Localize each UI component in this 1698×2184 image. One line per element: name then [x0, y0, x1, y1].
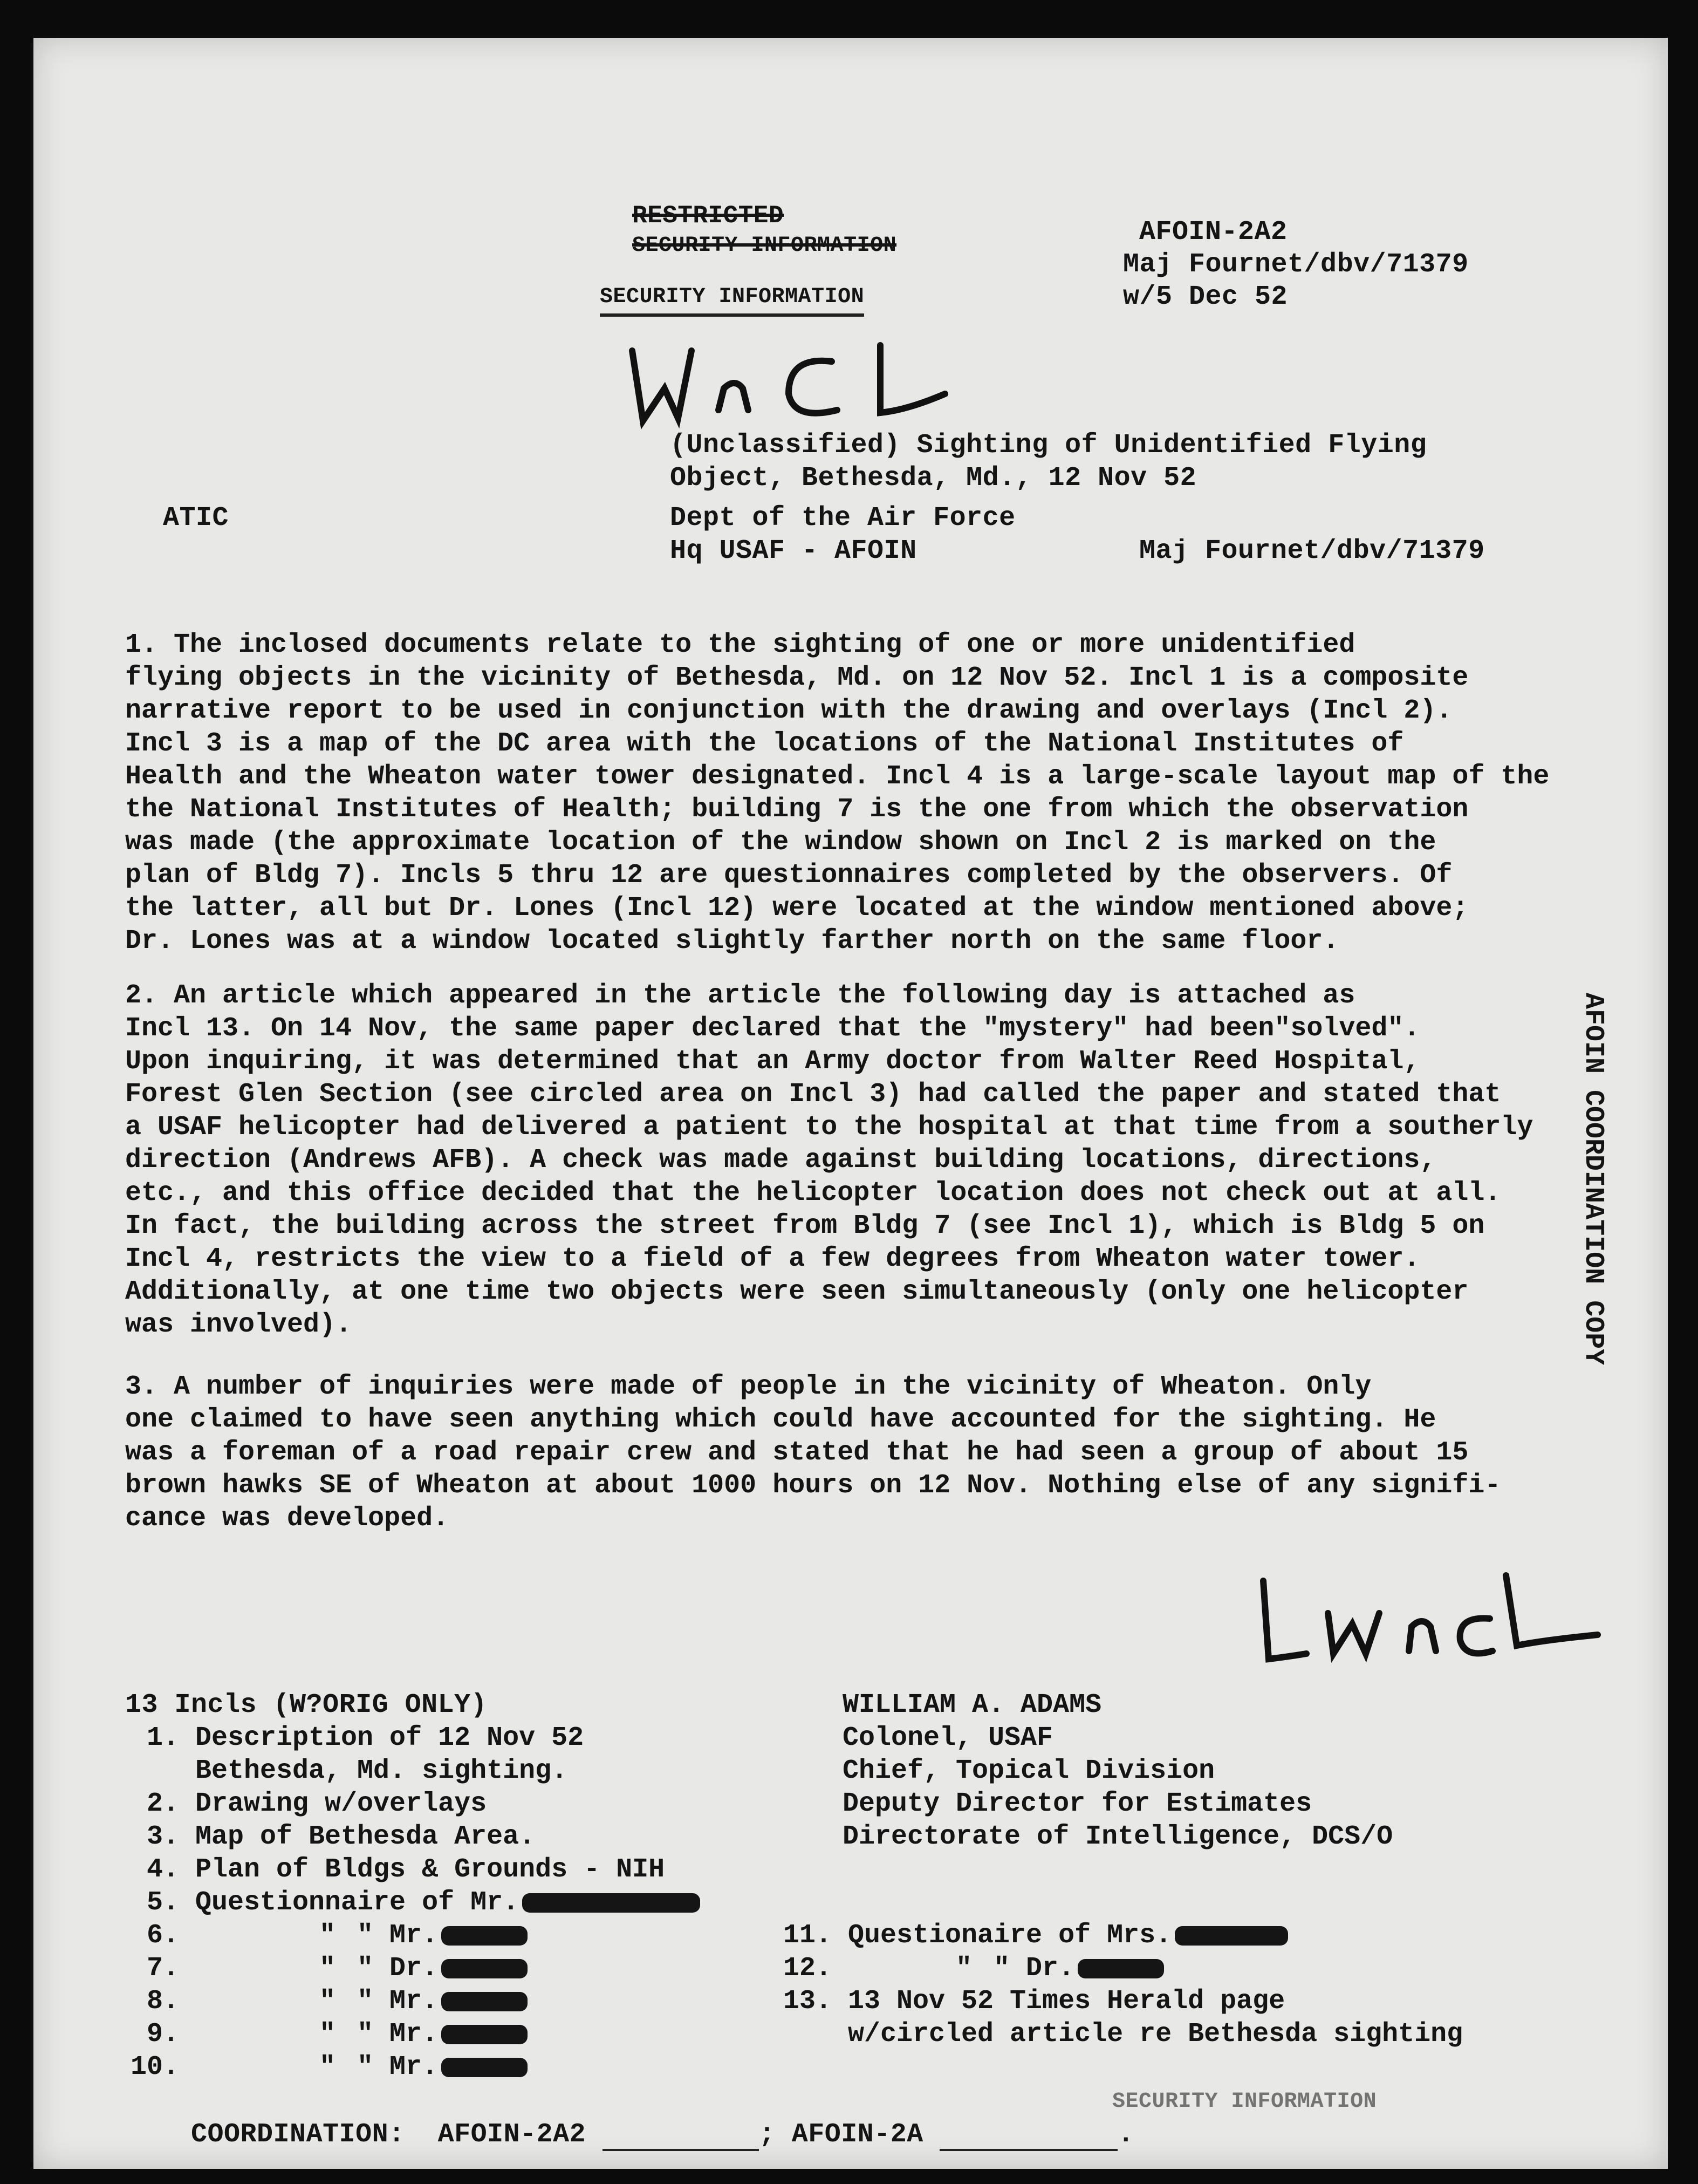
inclosure-item: Bethesda, Md. sighting. [195, 1756, 568, 1786]
redaction-bar [441, 2025, 528, 2044]
subject-line-1: (Unclassified) Sighting of Unidentified Flying [670, 430, 1427, 461]
coordination-line: COORDINATION: AFOIN-2A2 ; AFOIN-2A . [191, 2119, 1134, 2150]
inclosure-list [125, 1722, 700, 2084]
coordination-office-2: AFOIN-2A [791, 2119, 923, 2150]
redaction-bar [1078, 1959, 1164, 1978]
signer-rank: Colonel, USAF [843, 1723, 1053, 1753]
routing-author: Maj Fournet/dbv/71379 [1139, 536, 1485, 567]
inclosure-item: 7. " " Dr. [125, 1952, 700, 1985]
to-atic: ATIC [163, 503, 229, 534]
handwritten-uncl-signature [1252, 1565, 1608, 1673]
inclosure-item: 13. 13 Nov 52 Times Herald page [783, 1986, 1285, 2017]
from-line-2: Hq USAF - AFOIN [670, 536, 917, 567]
inclosure-item: 8. " " Mr. [125, 1985, 700, 2018]
redaction-bar [441, 2058, 528, 2077]
inclosure-list-right [778, 1919, 1463, 2051]
coordination-copy-stamp: AFOIN COORDINATION COPY [1578, 993, 1608, 1366]
inclosure-item: 4. Plan of Bldgs & Grounds - NIH [146, 1854, 665, 1885]
coordination-blank-1 [602, 2125, 759, 2151]
date-line: w/5 Dec 52 [1123, 282, 1288, 312]
redaction-bar [441, 1926, 528, 1946]
redaction-bar [1175, 1926, 1288, 1946]
memo-page [33, 38, 1668, 2169]
inclosure-item: 6. " " Mr. [125, 1919, 700, 1952]
footer-security-faint: SECURITY INFORMATION [1112, 2090, 1377, 2114]
signer-title-3: Directorate of Intelligence, DCS/O [843, 1821, 1393, 1852]
redaction-bar [441, 1992, 528, 2011]
inclosure-item: 3. Map of Bethesda Area. [146, 1821, 536, 1852]
struck-security: SECURITY INFORMATION [632, 234, 897, 258]
signer-title-2: Deputy Director for Estimates [843, 1789, 1312, 1819]
coordination-office-1: AFOIN-2A2 [437, 2119, 586, 2150]
inclosure-item: 11. Questionaire of Mrs. [778, 1919, 1463, 1952]
inclosure-item: 9. " " Mr. [125, 2018, 700, 2051]
inclosure-item: 5. Questionnaire of Mr. [125, 1886, 700, 1919]
paragraph-2: 2. An article which appeared in the article the following day is attached as Incl 13. On 14 Nov, the same paper declared that the "mystery" had been"solved". Upon inquiring, it was determined that an Army doctor from Walter Reed Hospital, Forest Glen Section (see circled area on Incl 3) had called the paper and stated that a USAF helicopter had delivered a patient to the hospital at that time from a southerly direction (Andrews AFB). A check was made against building locations, directions, etc., and this office decided that the helicopter location does not check out at all. In fact, the building across the street from Bldg 7 (see Incl 1), which is Bldg 5 on Incl 4, restricts the view to a field of a few degrees from Wheaton water tower. Additionally, at one time two objects were seen simultaneously (only one helicopter was involved). [125, 980, 1533, 1340]
inclosure-item: 1. Description of 12 Nov 52 [146, 1723, 584, 1753]
coordination-label: COORDINATION: [191, 2119, 405, 2150]
paragraph-1: 1. The inclosed documents relate to the sighting of one or more unidentified flying objects in the vicinity of Bethesda, Md. on 12 Nov 52. Incl 1 is a composite narrative report to be used in conjunction with the drawing and overlays (Incl 2). Incl 3 is a map of the DC area with the locations of the National Institutes of Health and the Wheaton water tower designated. Incl 4 is a large-scale layout map of the the National Institutes of Health; building 7 is the one from which the observation was made (the approximate location of the window shown on Incl 2 is marked on the plan of Bldg 7). Incls 5 thru 12 are questionnaires completed by the observers. Of the latter, all but Dr. Lones (Incl 12) were located at the window mentioned above; Dr. Lones was at a window located slightly farther north on the same floor. [125, 630, 1550, 957]
author-line: Maj Fournet/dbv/71379 [1123, 249, 1469, 280]
security-information-line: SECURITY INFORMATION [600, 281, 864, 317]
signer-name: WILLIAM A. ADAMS [843, 1690, 1102, 1721]
paragraph-3: 3. A number of inquiries were made of people in the vicinity of Wheaton. Only one claimed to have seen anything which could have accounted for the sighting. He was a foreman of a road repair crew and stated that he had seen a group of about 15 brown hawks SE of Wheaton at about 1000 hours on 12 Nov. Nothing else of any signifi- cance was developed. [125, 1371, 1501, 1534]
handwritten-uncl-top [627, 329, 977, 432]
from-line-1: Dept of the Air Force [670, 503, 1016, 534]
redaction-bar [522, 1893, 700, 1913]
inclosure-item: 2. Drawing w/overlays [146, 1789, 487, 1819]
inclosure-item: 10. " " Mr. [125, 2051, 700, 2084]
inclosure-item: 12. " " Dr. [778, 1952, 1463, 1985]
signer-title-1: Chief, Topical Division [843, 1756, 1215, 1786]
inclosures-heading: 13 Incls (W?ORIG ONLY) [125, 1690, 488, 1721]
redaction-bar [441, 1959, 528, 1978]
signature-block [843, 1689, 1393, 1853]
inclosure-item: w/circled article re Bethesda sighting [848, 2019, 1463, 2050]
subject-line-2: Object, Bethesda, Md., 12 Nov 52 [670, 463, 1197, 494]
coordination-blank-2 [940, 2125, 1118, 2151]
struck-classification: RESTRICTED [632, 202, 784, 230]
office-code: AFOIN-2A2 [1139, 217, 1288, 248]
